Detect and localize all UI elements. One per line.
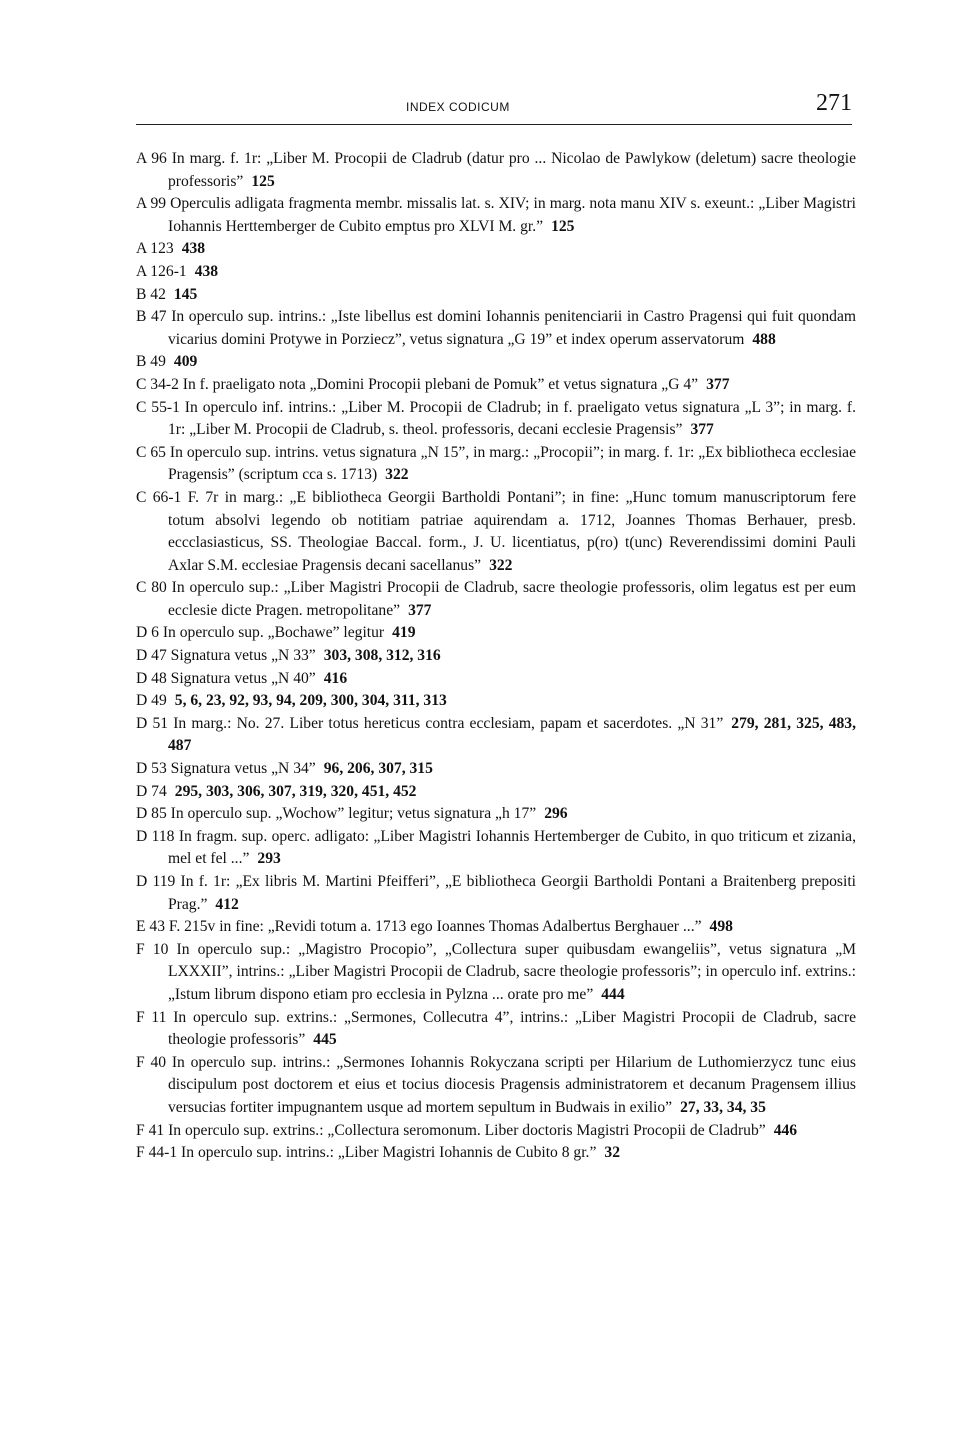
entry-text: C 66-1 F. 7r in marg.: „E bibliotheca Georgii Bartholdi Pontani”; in fine: „Hunc tomum manuscriptorum fere totum absolvi legendo ob notitiam patriae aquirendam a. 1712, Joannes Thomas Berhauer, presb. eccclasiasticus, SS. Theologiae Baccal. form., J. U. licentiatus, p(ro) t(unc) Reverendissimi domini Pauli Axlar S.M. ecclesiae Pragensis decani sacellanus” [136,488,856,574]
entry-text: C 34-2 In f. praeligato nota „Domini Procopii plebani de Pomuk” et vetus signatura „G 4” [136,375,699,393]
entry-page-refs: 412 [215,895,239,913]
entry-page-refs: 498 [709,918,733,936]
entry-page-refs: 322 [489,556,513,574]
entry-text: A 126-1 [136,262,187,280]
entry-page-refs: 377 [408,601,432,619]
index-entry [136,916,856,939]
entry-text: D 49 [136,692,167,710]
index-entry [136,261,856,284]
index-entry [136,238,856,261]
entry-page-refs: 125 [251,172,275,190]
entry-text: A 96 In marg. f. 1r: „Liber M. Procopii de Cladrub (datur pro ... Nicolao de Pawlykow (deletum) sacre theologie professoris” [136,150,856,190]
entry-text: D 6 In operculo sup. „Bochawe” legitur [136,624,385,642]
entry-text: A 123 [136,240,174,258]
entry-text: D 85 In operculo sup. „Wochow” legitur; vetus signatura „h 17” [136,805,537,823]
entry-text: D 51 In marg.: No. 27. Liber totus hereticus contra ecclesiam, papam et sacerdotes. „N 31” [136,714,724,732]
index-entry [136,690,856,713]
entry-text: F 40 In operculo sup. intrins.: „Sermones Iohannis Rokyczana scripti per Hilarium de Luthomierzycz tunc eius discipulum post doctorem et eius et tocius diocesis Pragensis administratorem et decanum Pragensem illius versucias fortiter impugnantem usque ad mortem sepultum in Budwais in exilio” [136,1053,856,1116]
entry-text: A 99 Operculis adligata fragmenta membr. missalis lat. s. XIV; in marg. nota manu XIV s. exeunt.: „Liber Magistri Iohannis Herttemberger de Cubito emptus pro XLVI M. gr.” [136,195,856,235]
entry-text: F 44-1 In operculo sup. intrins.: „Liber Magistri Iohannis de Cubito 8 gr.” [136,1144,597,1162]
index-entry [136,284,856,307]
running-title: INDEX CODICUM [406,100,510,114]
entry-page-refs: 438 [181,240,206,258]
entry-page-refs: 416 [323,669,348,687]
entry-text: B 49 [136,353,166,371]
index-entry [136,397,856,442]
index-entry [136,374,856,397]
running-header [136,90,852,125]
entry-text: D 74 [136,782,167,800]
entry-page-refs: 279, 281, 325, 483, 487 [168,714,857,755]
index-entries [136,148,856,1165]
entry-page-refs: 96, 206, 307, 315 [323,760,433,778]
entry-page-refs: 444 [601,985,625,1003]
entry-text: B 47 In operculo sup. intrins.: „Iste libellus est domini Iohannis penitenciarii in Castro Pragensi qui fuit quondam vicarius domini Protywe in Porziecz”, vetus signatura „G 19” et index operum asservatorum [136,308,856,348]
index-entry [136,622,856,645]
index-entry [136,713,856,758]
entry-text: F 41 In operculo sup. extrins.: „Collectura seromonum. Liber doctoris Magistri Procopii de Cladrub” [136,1121,766,1139]
entry-text: D 47 Signatura vetus „N 33” [136,647,316,665]
entry-text: D 118 In fragm. sup. operc. adligato: „Liber Magistri Iohannis Hertemberger de Cubito, in quo triticum et zizania, mel et fel ...” [136,827,856,868]
entry-page-refs: 438 [194,262,219,280]
entry-text: F 11 In operculo sup. extrins.: „Sermones, Collecutra 4”, intrins.: „Liber Magistri Procopii de Cladrub, sacre theologie professoris” [136,1008,856,1049]
entry-page-refs: 293 [257,850,281,868]
index-entry [136,351,856,374]
index-entry [136,758,856,781]
index-entry [136,781,856,804]
index-entry [136,668,856,691]
index-entry [136,193,856,238]
entry-text: D 53 Signatura vetus „N 34” [136,760,316,778]
entry-text: E 43 F. 215v in fine: „Revidi totum a. 1713 ego Ioannes Thomas Adalbertus Berghauer ...” [136,918,702,936]
index-entry [136,1007,856,1052]
index-entry [136,577,856,622]
index-entry [136,442,856,487]
index-entry [136,1142,856,1165]
entry-text: C 65 In operculo sup. intrins. vetus signatura „N 15”, in marg.: „Procopii”; in marg. f. 1r: „Ex bibliotheca ecclesiae Pragensis” (scriptum cca s. 1713) [136,443,856,484]
index-entry [136,645,856,668]
entry-page-refs: 125 [551,217,575,235]
entry-text: B 42 [136,285,166,303]
entry-page-refs: 295, 303, 306, 307, 319, 320, 451, 452 [174,782,417,800]
index-entry [136,306,856,351]
index-entry [136,148,856,193]
index-entry [136,487,856,577]
index-entry [136,1052,856,1120]
entry-text: F 10 In operculo sup.: „Magistro Procopio”, „Collectura super quibusdam ewangeliis”, vetus signatura „M LXXXII”, intrins.: „Liber Magistri Procopii de Cladrub, sacre theologie professoris”; in operculo inf. extrins.: „Istum librum dispono etiam pro ecclesia in Pylzna ... orate pro me” [136,940,856,1003]
index-entry [136,871,856,916]
index-entry [136,1120,856,1143]
index-entry [136,826,856,871]
entry-text: C 55-1 In operculo inf. intrins.: „Liber M. Procopii de Cladrub; in f. praeligato vetus signatura „L 3”; in marg. f. 1r: „Liber M. Procopii de Cladrub, s. theol. professoris, decani ecclesie Pragensis” [136,398,856,439]
entry-page-refs: 5, 6, 23, 92, 93, 94, 209, 300, 304, 311, 313 [174,692,447,710]
entry-page-refs: 296 [544,805,568,823]
entry-page-refs: 322 [385,466,409,484]
entry-text: C 80 In operculo sup.: „Liber Magistri Procopii de Cladrub, sacre theologie professoris, olim legatus est per eum ecclesie dicte Pragen. metropolitane” [136,579,856,619]
entry-text: D 119 In f. 1r: „Ex libris M. Martini Pfeifferi”, „E bibliotheca Georgii Bartholdi Pontani a Braitenberg prepositi Prag.” [136,873,856,913]
entry-page-refs: 27, 33, 34, 35 [680,1098,766,1116]
entry-page-refs: 445 [313,1031,337,1049]
entry-page-refs: 488 [752,330,776,348]
entry-page-refs: 446 [773,1121,798,1139]
index-entry [136,803,856,826]
index-entry [136,939,856,1007]
entry-page-refs: 409 [173,353,198,371]
entry-page-refs: 32 [604,1144,620,1162]
entry-page-refs: 377 [690,421,714,439]
entry-page-refs: 303, 308, 312, 316 [323,647,441,665]
entry-page-refs: 145 [173,285,198,303]
page-number: 271 [816,90,852,116]
entry-page-refs: 377 [706,375,730,393]
entry-page-refs: 419 [392,624,416,642]
entry-text: D 48 Signatura vetus „N 40” [136,669,316,687]
